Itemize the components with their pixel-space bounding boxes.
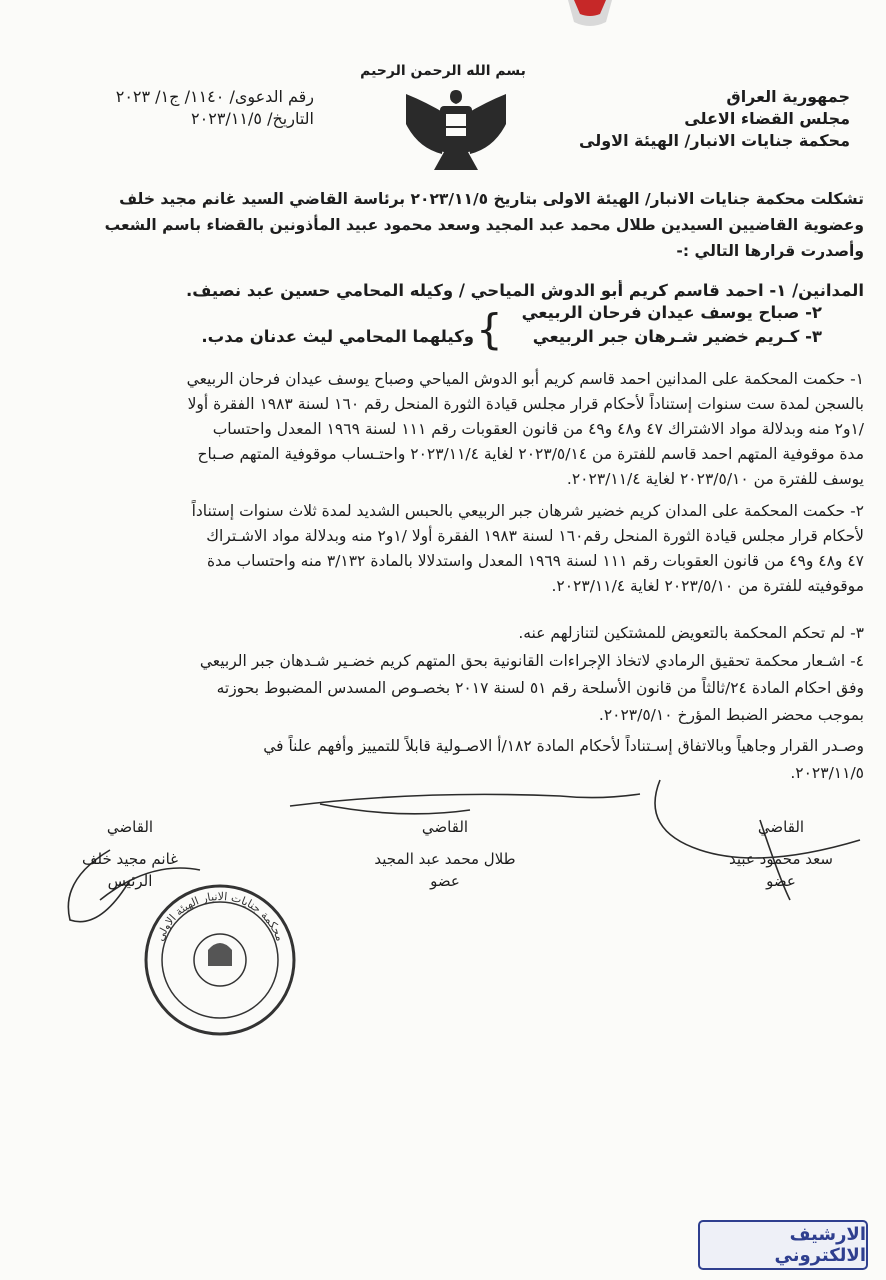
party-3: ٣- كـريم خضير شـرهان جبر الربيعي bbox=[532, 327, 822, 346]
party-counsel: وكيلهما المحامي ليث عدنان مدب. bbox=[201, 327, 474, 346]
signature-1-title: القاضي bbox=[757, 818, 805, 836]
ruling-line-15: ٢٠٢٣/١١/٥. bbox=[790, 764, 864, 782]
electronic-archive-badge: الارشيف الالكتروني bbox=[698, 1220, 868, 1270]
party-2: ٢- صباح يوسف عيدان فرحان الربيعي bbox=[521, 303, 822, 322]
party-1: المدانين/ ١- احمد قاسم كريم أبو الدوش المياحي / وكيله المحامي حسين عبد نصيف. bbox=[185, 281, 864, 300]
signature-1-role: عضو bbox=[766, 872, 796, 890]
signature-2-title: القاضي bbox=[421, 818, 469, 836]
case-date: التاريخ/ ٢٠٢٣/١١/٥ bbox=[191, 109, 314, 128]
case-number: رقم الدعوى/ ١١٤٠/ ج١/ ٢٠٢٣ bbox=[115, 87, 314, 106]
stamp-text: محكمة جنايات الانبار الهيئة الاولى bbox=[153, 889, 287, 943]
ruling-line-8: ٤٧ و٤٨ و٤٩ من قانون العقوبات رقم ١١١ لسنة ١٩٦٩ المعدل واستدلالا بالمادة ٣/١٣٢ منه واحتساب مدة bbox=[207, 552, 864, 570]
signature-3-role: الرئيس bbox=[107, 872, 153, 890]
ruling-line-9: موقوفيته للفترة من ٢٠٢٣/٥/١٠ لغاية ٢٠٢٣/١١/٤. bbox=[551, 577, 864, 595]
signature-2-name: طلال محمد عبد المجيد bbox=[374, 850, 516, 868]
ruling-line-1: ١- حكمت المحكمة على المدانين احمد قاسم كريم أبو الدوش المياحي وصباح يوسف عيدان فرحان الربيعي bbox=[186, 370, 864, 388]
signature-judge-1 bbox=[706, 818, 856, 890]
intro-line-3: وأصدرت قرارها التالي :- bbox=[676, 242, 864, 260]
header-line-2: مجلس القضاء الاعلى bbox=[684, 109, 850, 128]
brace-glyph: } bbox=[476, 305, 503, 354]
intro-line-2: وعضوية القاضيين السيدين طلال محمد عبد المجيد وسعد محمود عبيد المأذونين بالقضاء باسم الشعب bbox=[104, 216, 864, 234]
basmala: بسم الله الرحمن الرحيم bbox=[360, 63, 526, 79]
ruling-line-4: مدة موقوفية المتهم احمد قاسم للفترة من ٢٠٢٣/٥/١٤ لغاية ٢٠٢٣/١١/٤ واحتـساب موقوفية المتهم صـباح bbox=[197, 445, 864, 463]
header-line-1: جمهورية العراق bbox=[726, 87, 850, 106]
iraq-eagle-emblem-icon bbox=[400, 84, 512, 174]
header-right-block bbox=[579, 86, 850, 152]
ruling-line-6: ٢- حكمت المحكمة على المدان كريم خضير شرهان جبر الربيعي بالحبس الشديد لمدة ثلاث سنوات إستناداً bbox=[191, 502, 864, 520]
signature-3-name: غانم مجيد خلف bbox=[82, 850, 178, 868]
ruling-line-3: /١و٢ منه وبدلالة مواد الاشتراك ٤٧ و٤٨ و٤٩ من قانون العقوبات رقم ١١١ لسنة ١٩٦٩ المعدل واحتساب bbox=[212, 420, 864, 438]
case-info-block bbox=[64, 86, 314, 130]
ruling-line-12: وفق احكام المادة ٢٤/ثالثاً من قانون الأسلحة رقم ٥١ لسنة ٢٠١٧ بخصـوص المسدس المضبوط بحوزته bbox=[216, 679, 864, 697]
ruling-line-5: يوسف للفترة من ٢٠٢٣/٥/١٠ لغاية ٢٠٢٣/١١/٤. bbox=[566, 470, 864, 488]
flag-fragment bbox=[560, 0, 620, 30]
intro-line-1: تشكلت محكمة جنايات الانبار/ الهيئة الاولى بتاريخ ٢٠٢٣/١١/٥ برئاسة القاضي السيد غانم مجيد خلف bbox=[119, 190, 864, 208]
signature-2-role: عضو bbox=[430, 872, 460, 890]
ruling-line-11: ٤- اشـعار محكمة تحقيق الرمادي لاتخاذ الإجراءات القانونية بحق المتهم كريم خضـير شـدهان جبر الربيعي bbox=[199, 652, 864, 670]
header-line-3: محكمة جنايات الانبار/ الهيئة الاولى bbox=[579, 131, 850, 150]
svg-text:محكمة جنايات الانبار الهيئة ال bbox=[153, 890, 286, 943]
ruling-line-7: لأحكام قرار مجلس قيادة الثورة المنحل رقم١٦٠ لسنة ١٩٨٣ الفقرة أولا /١و٢ منه وبدلالة مواد الاشـتراك bbox=[206, 527, 864, 545]
signature-3-title: القاضي bbox=[106, 818, 154, 836]
signature-judge-2 bbox=[345, 818, 545, 890]
court-seal-stamp-icon bbox=[140, 880, 300, 1040]
ruling-line-2: بالسجن لمدة ست سنوات إستناداً لأحكام قرار مجلس قيادة الثورة المنحل رقم ١٦٠ لسنة ١٩٨٣ الفقرة أولا bbox=[187, 395, 864, 413]
signature-1-name: سعد محمود عبيد bbox=[729, 850, 833, 868]
ruling-line-10: ٣- لم تحكم المحكمة بالتعويض للمشتكين لتنازلهم عنه. bbox=[518, 624, 864, 642]
ruling-line-14: وصـدر القرار وجاهياً وبالاتفاق إسـتناداً لأحكام المادة ١٨٢/أ الاصـولية قابلاً للتمييز وأفهم علناً في bbox=[263, 737, 864, 755]
ruling-line-13: بموجب محضر الضبط المؤرخ ٢٠٢٣/٥/١٠. bbox=[598, 706, 864, 724]
